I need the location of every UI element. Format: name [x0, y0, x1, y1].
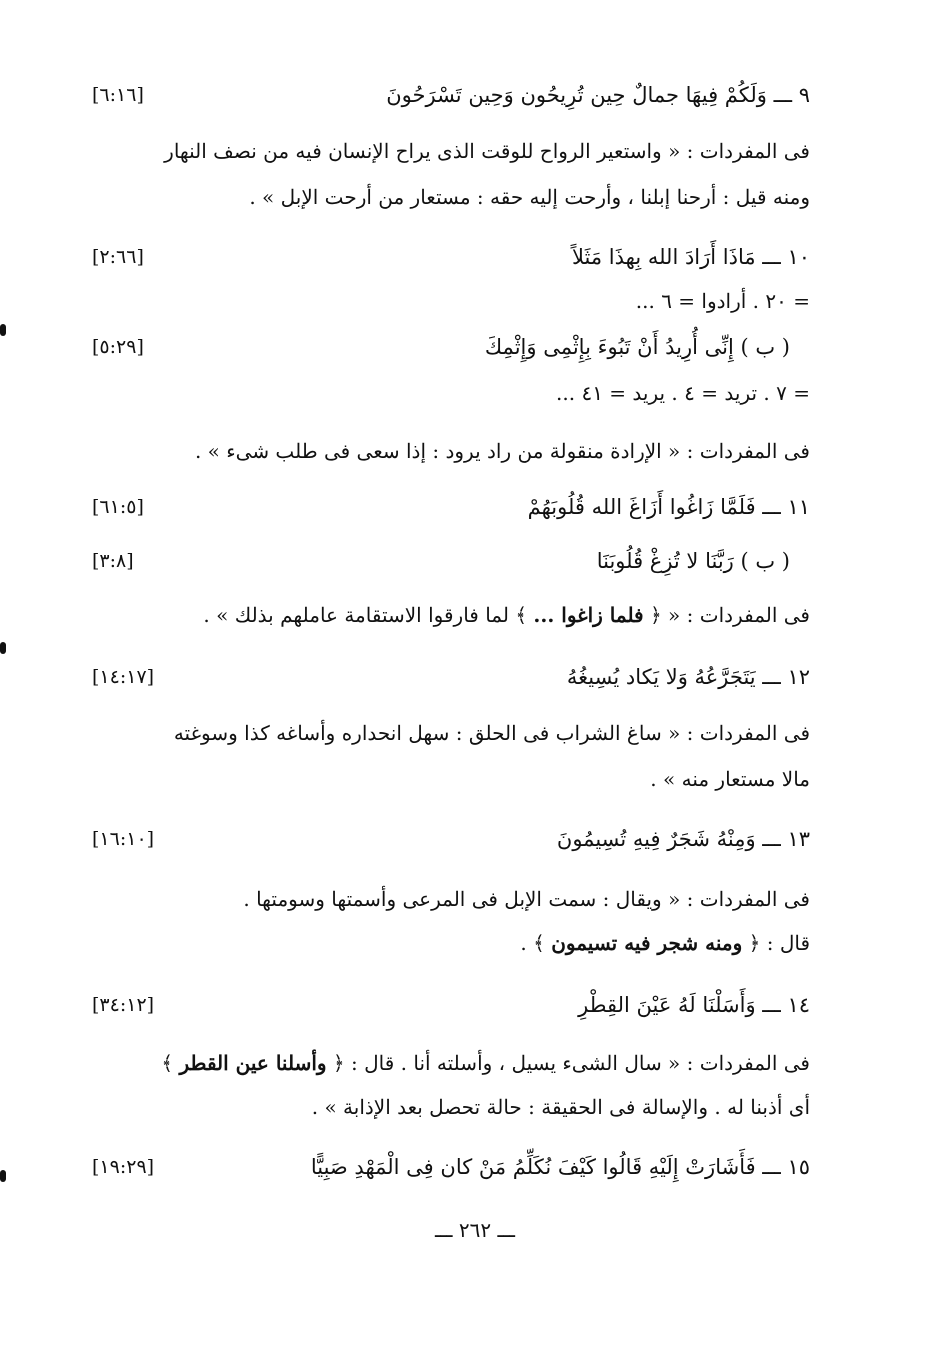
verse-reference: [١٤:١٧] [92, 666, 155, 688]
verse-reference: [٦:١٦] [92, 84, 144, 106]
verse-row-11b [0, 544, 950, 584]
note-text: ﴾ . [520, 931, 545, 955]
quoted-verse: ومنه شجر فيه تسيمون [551, 931, 743, 955]
note-text: قال : ﴿ [748, 931, 810, 955]
verse-reference: [١٩:٢٩] [92, 1156, 155, 1178]
scan-mark [0, 324, 6, 336]
quoted-verse: وأسلنا عين القطر [179, 1051, 327, 1075]
mufradat-note-line: مالا مستعار منه » . [650, 767, 810, 791]
verse-row-12 [0, 660, 950, 700]
mufradat-note-line: أى أذبنا له . والإسالة فى الحقيقة : حالة تحصل بعد الإذابة » . [311, 1095, 810, 1119]
verse-row-10 [0, 240, 950, 280]
verse-text: ( ب ) رَبَّنَا لا تُزِغْ قُلُوبَنَا [596, 549, 790, 573]
note-text: فى المفردات : « سال الشىء يسيل ، وأسلته أنا . قال : ﴿ [332, 1051, 810, 1075]
verse-row-13 [0, 822, 950, 862]
count-note: = ٧ . تريد = ٤ . يريد = ٤١ ... [556, 381, 810, 405]
verse-row-10b [0, 330, 950, 370]
mufradat-note-line [203, 598, 810, 632]
verse-row-9 [0, 78, 950, 118]
count-note: = ٢٠ . أرادوا = ٦ ... [635, 289, 810, 313]
verse-text: ١٣ ـــ وَمِنْهُ شَجَرٌ فِيهِ تُسِيمُونَ [556, 827, 810, 851]
mufradat-note-line: فى المفردات : « الإرادة منقولة من راد يرود : إذا سعى فى طلب شىء » . [194, 439, 810, 463]
mufradat-note-line: فى المفردات : « واستعير الرواح للوقت الذى يراح الإنسان فيه من نصف النهار [164, 139, 810, 163]
note-text: فى المفردات : « ﴿ [649, 603, 810, 627]
verse-reference: [٣٤:١٢] [92, 994, 155, 1016]
verse-text: ١٠ ـــ مَاذَا أَرَادَ الله بِهذَا مَثَلاً [571, 245, 810, 269]
verse-text: ٩ ـــ وَلَكُمْ فِيهَا جمالٌ حِين تُرِيحُون وَحِين تَسْرَحُونَ [386, 83, 810, 107]
verse-row-15 [0, 1150, 950, 1190]
page-number: ـــ ٢٦٢ ـــ [434, 1218, 516, 1242]
verse-text: ( ب ) إِنِّى أُرِيدُ أَنْ تَبُوءَ بِإِثْمِى وَإِثْمِكَ [484, 335, 790, 359]
note-text: ﴾ [161, 1051, 174, 1075]
verse-text: ١٥ ـــ فَأَشَارَتْ إِلَيْهِ قَالُوا كَيْفَ نُكَلِّمُ مَنْ كان فِى الْمَهْدِ صَبِيًّا [310, 1155, 810, 1179]
verse-text: ١٤ ـــ وَأَسَلْنَا لَهُ عَيْنَ القِطْرِ [578, 993, 810, 1017]
verse-reference: [٦١:٥] [92, 496, 144, 518]
mufradat-note-line: فى المفردات : « ساغ الشراب فى الحلق : سهل انحداره وأساغه كذا وسوغته [173, 721, 810, 745]
scan-mark [0, 642, 6, 654]
scan-mark [0, 1170, 6, 1182]
mufradat-note-line [161, 1046, 810, 1080]
verse-reference: [٣:٨] [92, 550, 134, 572]
verse-row-14 [0, 988, 950, 1028]
verse-text: ١١ ـــ فَلَمَّا زَاغُوا أَزَاغَ الله قُلُوبَهُمْ [527, 495, 810, 519]
verse-row-11 [0, 490, 950, 530]
verse-reference: [٥:٢٩] [92, 336, 144, 358]
mufradat-note-line: فى المفردات : « ويقال : سمت الإبل فى المرعى وأسمتها وسومتها . [243, 887, 810, 911]
mufradat-note-line: ومنه قيل : أرحنا إبلنا ، وأرحت إليه حقه : مستعار من أرحت الإبل » . [249, 185, 810, 209]
verse-text: ١٢ ـــ يَتَجَرَّعُهُ وَلا يَكاد يُسِيغُهُ [566, 665, 810, 689]
note-text: ﴾ لما فارقوا الاستقامة عاملهم بذلك » . [203, 603, 528, 627]
mufradat-note-line [520, 926, 810, 960]
quoted-verse: فلما زاغوا ... [533, 603, 644, 627]
verse-reference: [١٦:١٠] [92, 828, 155, 850]
verse-reference: [٢:٦٦] [92, 246, 144, 268]
